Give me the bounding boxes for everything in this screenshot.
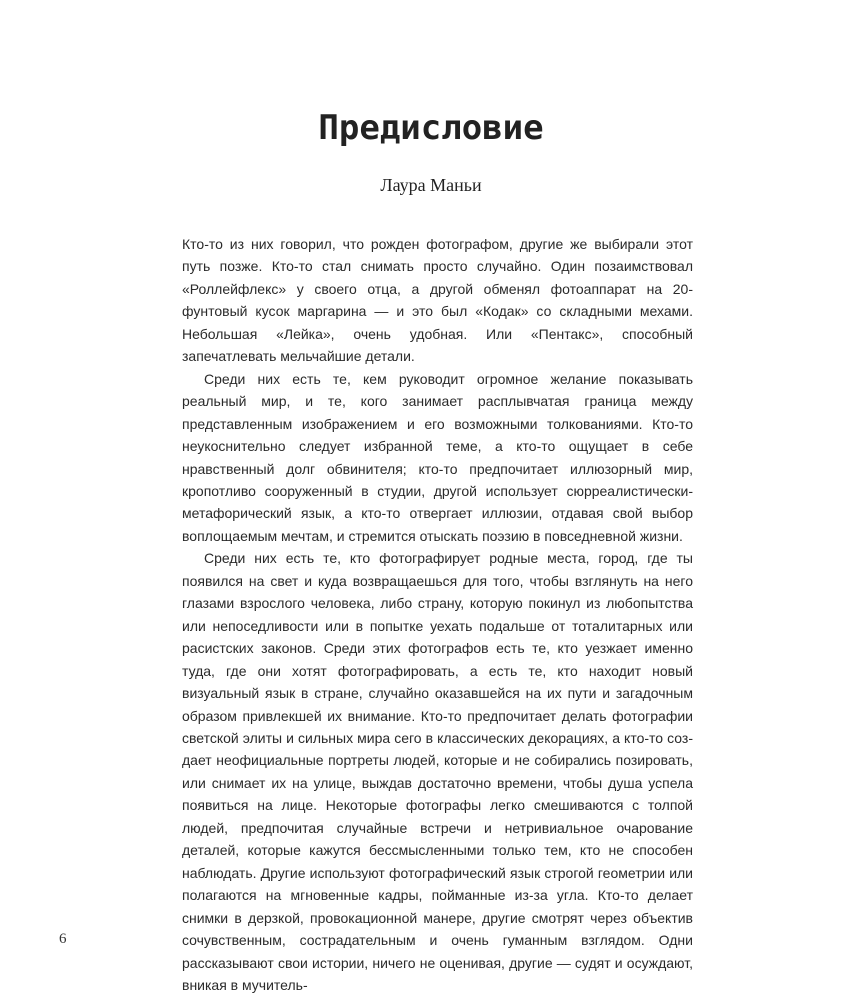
chapter-title: Предисловие xyxy=(318,108,544,148)
paragraph-3: Среди них есть те, кто фотографирует родные места, город, где ты появился на свет и куда возвращаешься для того, чтобы взглянуть на него глазами взрослого человека, либо страну, которую покинул из любопытства или непоседливости или в попытке уехать подальше от тоталитарных или расистских законов. Среди этих фотографов есть те, кто уезжает именно туда, где они хотят фотографировать, а есть те, кто находит новый визуальный язык в стране, случайно оказавшейся на их пути и загадочным образом привлекшей их внимание. Кто-то предпочитает делать фотографии светской элиты и сильных мира сего в классических декорациях, а кто-то создает неофициальные портреты людей, которые и не собирались позировать, или снимает их на улице, выждав достаточно времени, чтобы душа успела появиться на лице. Некоторые фотографы легко смешиваются с толпой людей, предпочитая случайные встречи и нетривиальное очарование деталей, которые кажутся бессмысленными только тем, кто не способен наблюдать. Другие используют фотографический язык строгой геометрии или полагаются на мгновенные кадры, пойманные из-за угла. Кто-то делает снимки в дерзкой, провокационной манере, другие смотрят через объектив сочувственным, сострадательным и очень гуманным взглядом. Одни рассказывают свои истории, ничего не оценивая, другие — судят и осуждают, вникая в мучитель- xyxy=(182,550,693,993)
author-name: Лаура Маньи xyxy=(380,175,482,195)
body-text xyxy=(182,233,693,996)
paragraph-2: Среди них есть те, кем руководит огромное желание показывать реальный мир, и те, кого занимает расплывчатая граница между представленным изображением и его возможными толкованиями. Кто-то неукоснительно следует избранной теме, а кто-то ощущает в себе нравственный долг обвинителя; кто-то предпочитает иллюзорный мир, кропотливо сооруженный в студии, другой использует сюрреалистически-метафорический язык, а кто-то отвергает иллюзии, отдавая свой выбор воплощаемым мечтам, и стремится отыскать поэзию в повседневной жизни. xyxy=(182,370,693,544)
page-number: 6 xyxy=(59,931,67,947)
paragraph-1: Кто-то из них говорил, что рожден фотографом, другие же выбирали этот путь позже. Кто-то стал снимать просто случайно. Один позаимствовал «Роллейфлекс» у своего отца, а другой обменял фотоаппарат на 20-фунтовый кусок маргарина — и это был «Кодак» со складными мехами. Небольшая «Лейка», очень удобная. Или «Пентакс», способный запечатлевать мельчайшие детали. xyxy=(182,236,693,365)
